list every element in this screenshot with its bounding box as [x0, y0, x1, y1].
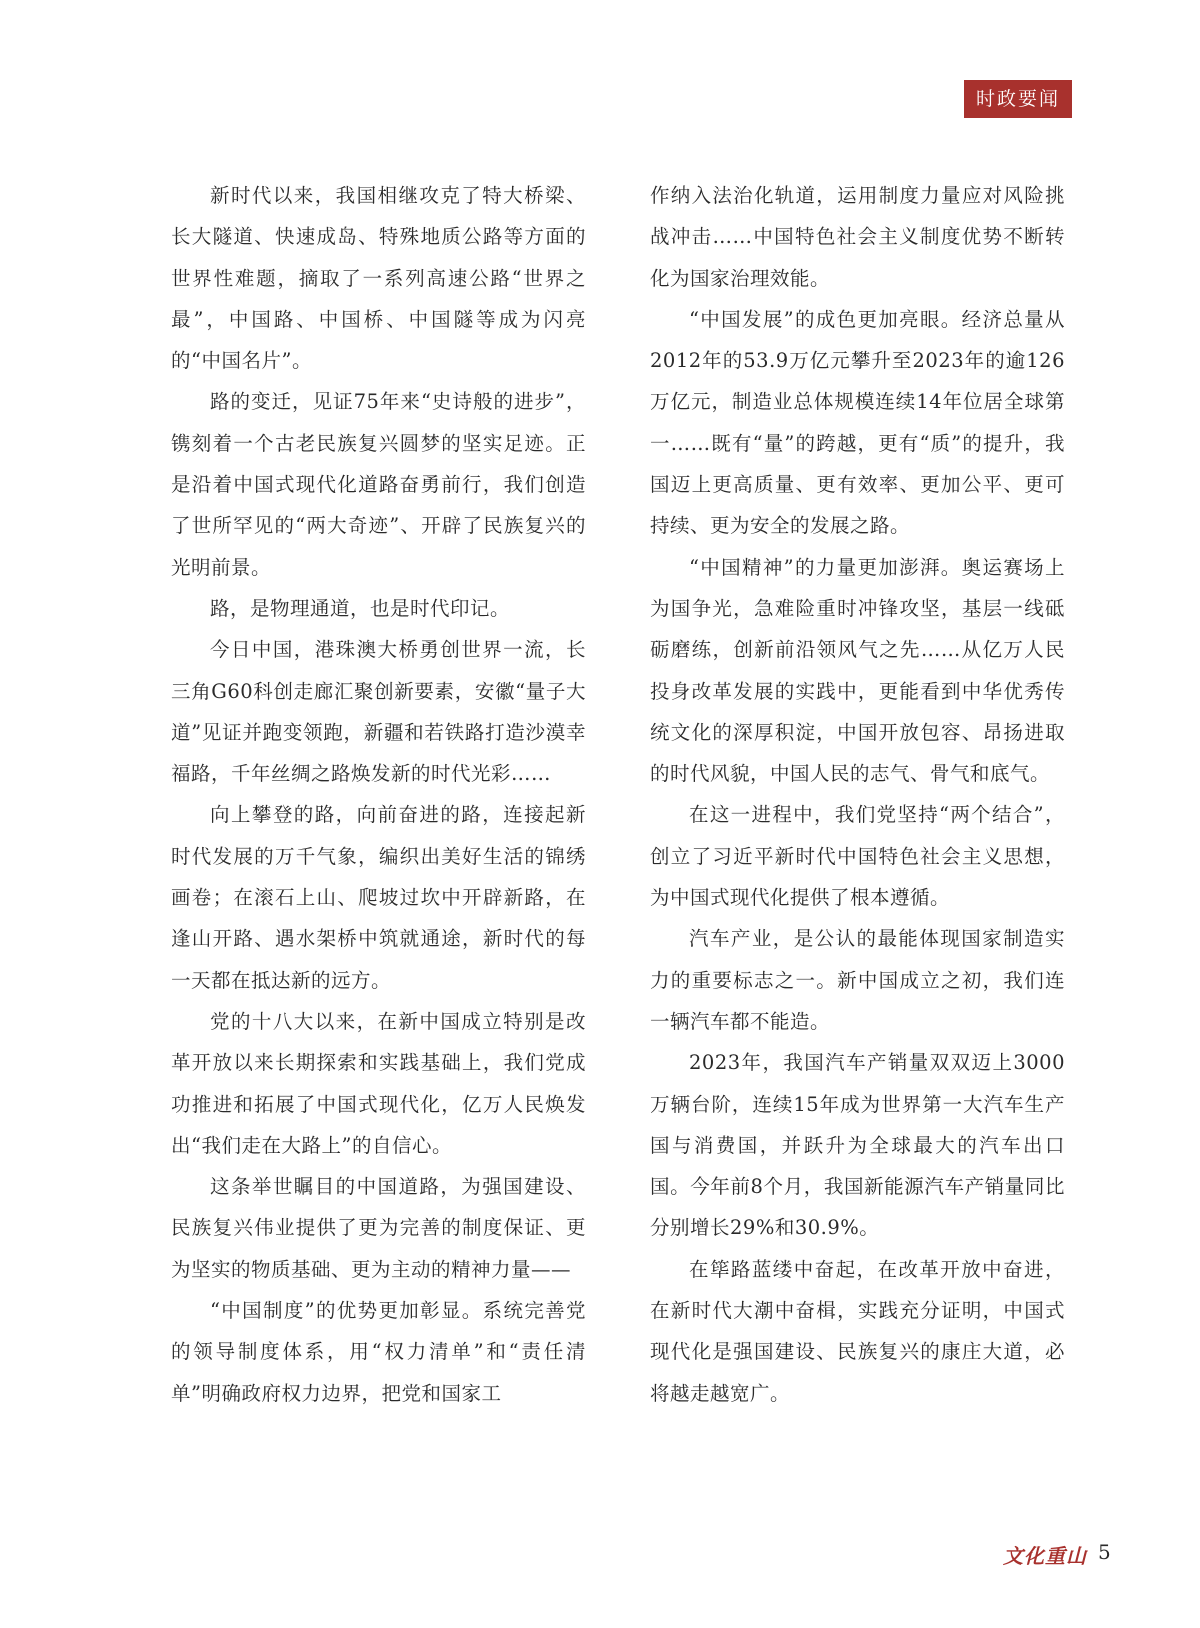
paragraph: 今日中国，港珠澳大桥勇创世界一流，长三角G60科创走廊汇聚创新要素，安徽“量子大道”见证并跑变领跑，新疆和若铁路打造沙漠幸福路，千年丝绸之路焕发新的时代光彩…… [171, 638, 586, 786]
paragraph: 向上攀登的路，向前奋进的路，连接起新时代发展的万千气象，编织出美好生活的锦绣画卷；在滚石上山、爬坡过坎中开辟新路，在逢山开路、遇水架桥中筑就通途，新时代的每一天都在抵达新的远方。 [171, 803, 586, 992]
paragraph: 路，是物理通道，也是时代印记。 [210, 596, 511, 620]
left-column [171, 175, 586, 1414]
paragraph: 路的变迁，见证75年来“史诗般的进步”，镌刻着一个古老民族复兴圆梦的坚实足迹。正是沿着中国式现代化道路奋勇前行，我们创造了世所罕见的“两大奇迹”、开辟了民族复兴的光明前景。 [171, 390, 586, 579]
magazine-logo: 文化重山 [1003, 1544, 1087, 1568]
paragraph: 在这一进程中，我们党坚持“两个结合”，创立了习近平新时代中国特色社会主义思想，为中国式现代化提供了根本遵循。 [650, 803, 1065, 910]
page-number: 5 [1098, 1540, 1111, 1564]
right-column [650, 175, 1065, 1414]
paragraph: “中国制度”的优势更加彰显。系统完善党的领导制度体系，用“权力清单”和“责任清单”明确政府权力边界，把党和国家工 [171, 1299, 586, 1405]
paragraph-continuation: 作纳入法治化轨道，运用制度力量应对风险挑战冲击……中国特色社会主义制度优势不断转化为国家治理效能。 [650, 184, 1065, 290]
paragraph: 这条举世瞩目的中国道路，为强国建设、民族复兴伟业提供了更为完善的制度保证、更为坚实的物质基础、更为主动的精神力量—— [171, 1175, 586, 1281]
paragraph: 党的十八大以来，在新中国成立特别是改革开放以来长期探索和实践基础上，我们党成功推进和拓展了中国式现代化，亿万人民焕发出“我们走在大路上”的自信心。 [171, 1009, 586, 1157]
section-tag: 时政要闻 [964, 80, 1072, 118]
paragraph: 汽车产业，是公认的最能体现国家制造实力的重要标志之一。新中国成立之初，我们连一辆汽车都不能造。 [650, 927, 1065, 1033]
paragraph: 在筚路蓝缕中奋起，在改革开放中奋进，在新时代大潮中奋楫，实践充分证明，中国式现代化是强国建设、民族复兴的康庄大道，必将越走越宽广。 [650, 1257, 1065, 1405]
paragraph: 2023年，我国汽车产销量双双迈上3000万辆台阶，连续15年成为世界第一大汽车生产国与消费国，并跃升为全球最大的汽车出口国。今年前8个月，我国新能源汽车产销量同比分别增长29%和30.9%。 [650, 1051, 1065, 1240]
paragraph: “中国发展”的成色更加亮眼。经济总量从2012年的53.9万亿元攀升至2023年的逾126万亿元，制造业总体规模连续14年位居全球第一……既有“量”的跨越，更有“质”的提升，我国迈上更高质量、更有效率、更加公平、更可持续、更为安全的发展之路。 [650, 307, 1065, 538]
paragraph: “中国精神”的力量更加澎湃。奥运赛场上为国争光，急难险重时冲锋攻坚，基层一线砥砺磨练，创新前沿领风气之先……从亿万人民投身改革发展的实践中，更能看到中华优秀传统文化的深厚积淀，中国开放包容、昂扬进取的时代风貌，中国人民的志气、骨气和底气。 [650, 555, 1065, 786]
paragraph: 新时代以来，我国相继攻克了特大桥梁、长大隧道、快速成岛、特殊地质公路等方面的世界性难题，摘取了一系列高速公路“世界之最”，中国路、中国桥、中国隧等成为闪亮的“中国名片”。 [171, 184, 586, 373]
